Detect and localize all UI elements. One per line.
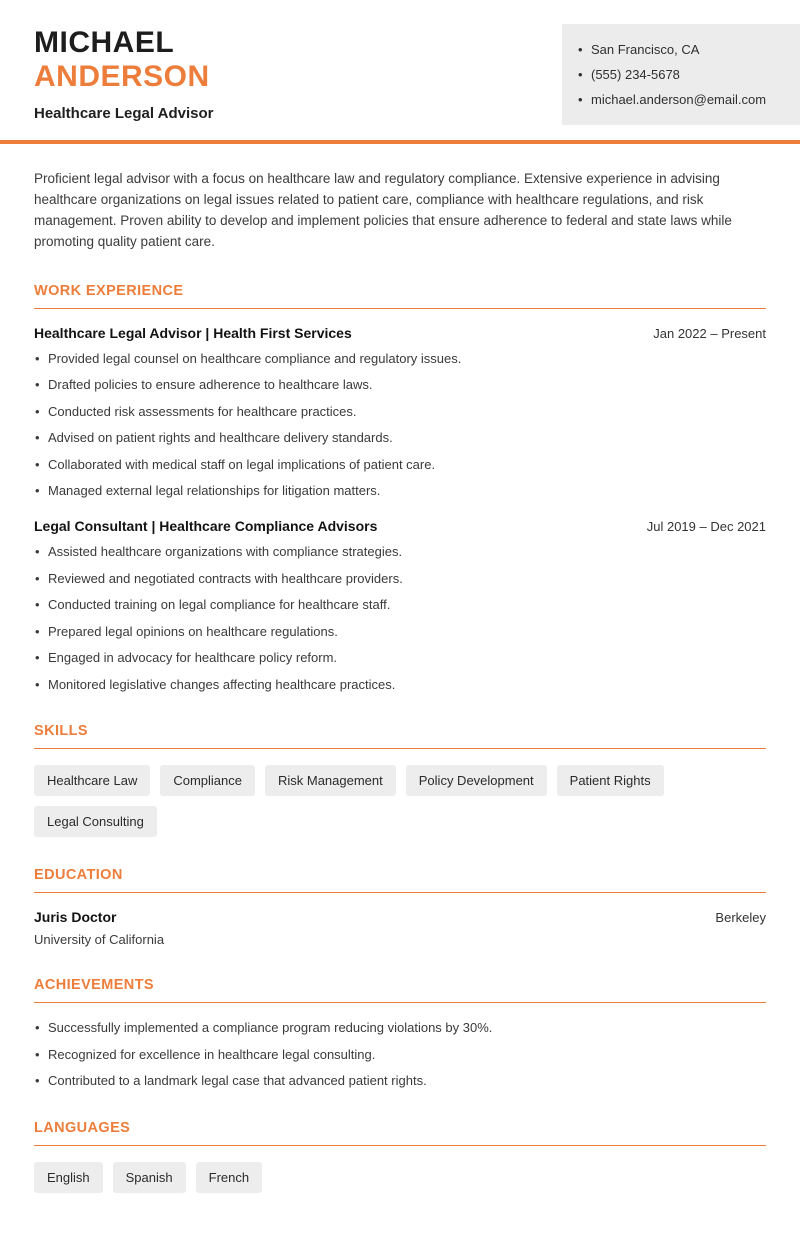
job-bullet: • Drafted policies to ensure adherence to healthcare laws. — [34, 376, 766, 394]
job-bullet: • Reviewed and negotiated contracts with healthcare providers. — [34, 570, 766, 588]
achievement-item: • Contributed to a landmark legal case that advanced patient rights. — [34, 1072, 766, 1090]
job-entry-title: Healthcare Legal Advisor | Health First Services — [34, 324, 352, 341]
job-bullet: • Monitored legislative changes affecting healthcare practices. — [34, 676, 766, 694]
job-bullet: • Conducted risk assessments for healthcare practices. — [34, 403, 766, 421]
job-bullet: • Assisted healthcare organizations with compliance strategies. — [34, 543, 766, 561]
section-achievements — [34, 977, 766, 1090]
job-entry-dates: Jan 2022 – Present — [653, 325, 766, 341]
section-title: ACHIEVEMENTS — [34, 977, 155, 994]
language-tag: French — [196, 1162, 262, 1193]
skill-tag: Policy Development — [406, 765, 547, 796]
achievement-list — [34, 1019, 766, 1090]
first-name: MICHAEL — [34, 26, 175, 59]
skill-tag: Healthcare Law — [34, 765, 150, 796]
section-skills — [34, 723, 766, 837]
section-title: EDUCATION — [34, 867, 123, 884]
section-heading-wrap — [34, 723, 766, 749]
job-entry — [34, 518, 766, 693]
job-entry-title: Legal Consultant | Healthcare Compliance Advisors — [34, 517, 378, 534]
skill-tag: Legal Consulting — [34, 806, 157, 837]
section-title: LANGUAGES — [34, 1119, 131, 1136]
section-title: WORK EXPERIENCE — [34, 282, 184, 299]
job-bullet: • Provided legal counsel on healthcare compliance and regulatory issues. — [34, 350, 766, 368]
job-header — [34, 325, 766, 341]
job-bullet: • Advised on patient rights and healthcare delivery standards. — [34, 429, 766, 447]
education-location: Berkeley — [715, 910, 766, 926]
job-entry-dates: Jul 2019 – Dec 2021 — [646, 518, 766, 534]
achievement-item: • Recognized for excellence in healthcare legal consulting. — [34, 1046, 766, 1064]
job-bullet-list — [34, 543, 766, 693]
achievement-item: • Successfully implemented a compliance program reducing violations by 30%. — [34, 1019, 766, 1037]
contact-card — [562, 24, 800, 125]
skill-tag: Patient Rights — [557, 765, 664, 796]
skill-tag: Risk Management — [265, 765, 396, 796]
job-title: Healthcare Legal Advisor — [34, 105, 214, 123]
section-heading-wrap — [34, 283, 766, 309]
resume-header — [0, 0, 800, 140]
job-bullet: • Collaborated with medical staff on legal implications of patient care. — [34, 456, 766, 474]
section-title: SKILLS — [34, 723, 88, 740]
language-tag: Spanish — [113, 1162, 186, 1193]
job-bullet: • Conducted training on legal compliance for healthcare staff. — [34, 596, 766, 614]
language-tag: English — [34, 1162, 103, 1193]
contact-location: • San Francisco, CA — [578, 37, 784, 62]
resume-content — [0, 169, 800, 1233]
education-entry — [34, 909, 766, 925]
section-heading-wrap — [34, 1120, 766, 1146]
accent-divider — [0, 140, 800, 144]
skill-tag: Compliance — [160, 765, 255, 796]
section-heading-wrap — [34, 977, 766, 1003]
education-degree: Juris Doctor — [34, 909, 117, 926]
job-header — [34, 518, 766, 534]
section-heading-wrap — [34, 867, 766, 893]
last-name: ANDERSON — [34, 59, 210, 93]
contact-email: • michael.anderson@email.com — [578, 87, 784, 112]
section-education — [34, 867, 766, 947]
job-bullet: • Prepared legal opinions on healthcare regulations. — [34, 623, 766, 641]
education-school: University of California — [34, 932, 165, 948]
languages-tag-list — [34, 1162, 766, 1193]
skills-tag-list — [34, 765, 766, 837]
summary-text: Proficient legal advisor with a focus on healthcare law and regulatory compliance. Extensive experience in advising healthcare organizations on legal issues related to patient care, compliance with healthcare regulations, and risk management. Proven ability to develop and implement policies that ensure adherence to federal and state laws while promoting quality patient care. — [34, 171, 732, 249]
job-bullet-list — [34, 350, 766, 500]
section-languages — [34, 1120, 766, 1193]
job-entry — [34, 325, 766, 500]
job-bullet: • Managed external legal relationships for litigation matters. — [34, 482, 766, 500]
job-bullet: • Engaged in advocacy for healthcare policy reform. — [34, 649, 766, 667]
contact-phone: • (555) 234-5678 — [578, 62, 784, 87]
section-work-experience — [34, 283, 766, 694]
